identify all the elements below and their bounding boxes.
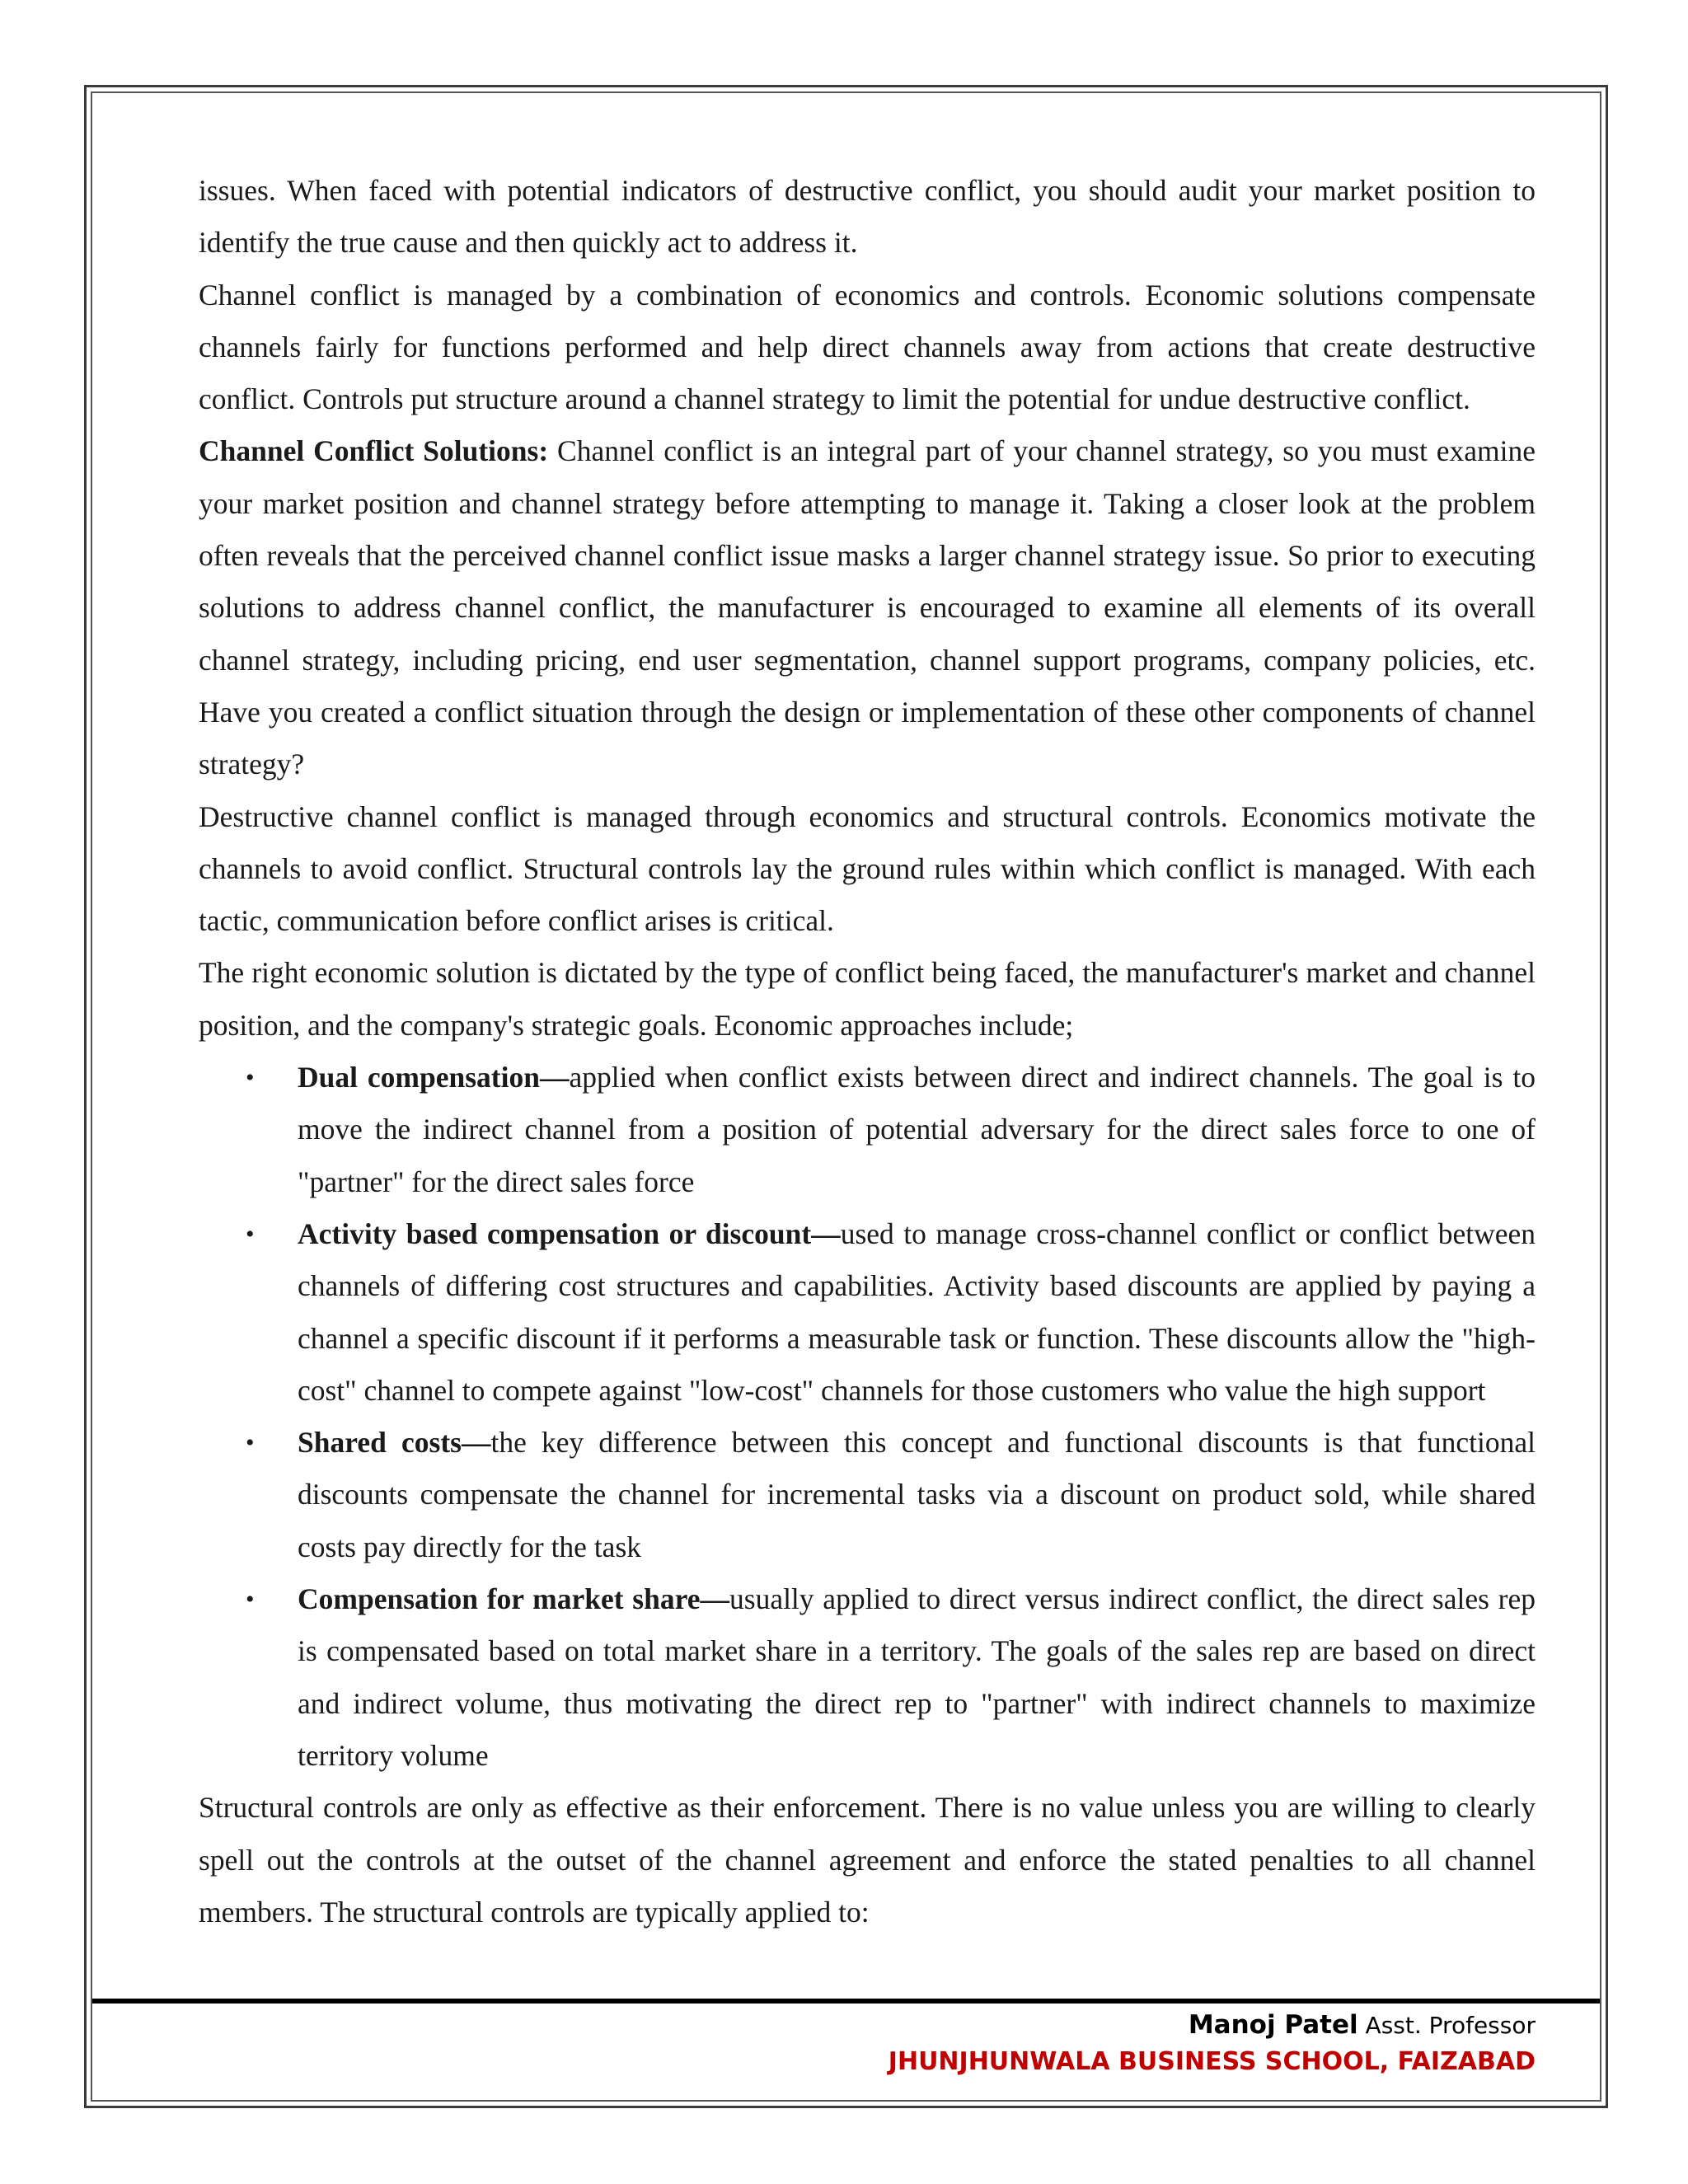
bullet-icon: •: [246, 1064, 255, 1092]
paragraph-conflict-managed: Channel conflict is managed by a combination of economics and controls. Economic solutions compensate channels fairly for functions performed and help direct channels away from actions that create destructive conflict. Controls put structure around a channel strategy to limit the potential for undue destructive conflict.: [199, 278, 1536, 416]
bullet-icon: •: [246, 1586, 255, 1614]
economic-approaches-list: [199, 1052, 1536, 1782]
bullet-text: usually applied to direct versus indirect conflict, the direct sales rep is compensated based on total market share in a territory. The goals of the sales rep are based on direct and indirect volume, thus motivating the direct rep to "partner" with indirect channels to maximize territory volume: [298, 1582, 1536, 1772]
author-title: Asst. Professor: [1357, 2012, 1536, 2039]
author-line: [889, 2007, 1536, 2044]
page-footer: [889, 2007, 1536, 2080]
list-item-shared-costs: [199, 1417, 1536, 1573]
bullet-term: Compensation for market share—: [298, 1582, 729, 1616]
bullet-term: Dual compensation—: [298, 1061, 570, 1094]
author-name: Manoj Patel: [1188, 2010, 1358, 2040]
bullet-text: the key difference between this concept and functional discounts is that functional discounts compensate the channel for incremental tasks via a discount on product sold, while shared costs pay directly for the task: [298, 1426, 1536, 1563]
paragraph-economic-solution: The right economic solution is dictated by the type of conflict being faced, the manufacturer's market and channel position, and the company's strategic goals. Economic approaches include;: [199, 956, 1536, 1042]
school-name: JHUNJHUNWALA BUSINESS SCHOOL, FAIZABAD: [888, 2047, 1536, 2076]
bullet-text: used to manage cross-channel conflict or conflict between channels of differing cost structures and capabilities. Activity based discounts are applied by paying a channel a specific discount if it performs a measurable task or function. These discounts allow the "high-cost" channel to compete against "low-cost" channels for those customers who value the high support: [298, 1216, 1536, 1407]
paragraph-structural-controls: Structural controls are only as effective as their enforcement. There is no value unless you are willing to clearly spell out the controls at the outset of the channel agreement and enforce the stated penalties to all channel members. The structural controls are typically applied to:: [199, 1791, 1536, 1929]
paragraph-audit: issues. When faced with potential indicators of destructive conflict, you should audit your market position to identify the true cause and then quickly act to address it.: [199, 174, 1536, 260]
list-item-activity-based: [199, 1208, 1536, 1417]
bullet-term: Activity based compensation or discount—: [298, 1216, 841, 1250]
footer-divider: [92, 1999, 1600, 2004]
bullet-text: applied when conflict exists between direct and indirect channels. The goal is to move the indirect channel from a position of potential adversary for the direct sales force to one of "partner" for the direct sales force: [298, 1061, 1536, 1198]
solutions-heading: Channel Conflict Solutions:: [199, 434, 549, 468]
bullet-term: Shared costs—: [298, 1426, 491, 1460]
paragraph-destructive-conflict: Destructive channel conflict is managed through economics and structural controls. Economics motivate the channels to avoid conflict. Structural controls lay the ground rules within which conflict is managed. With each tactic, communication before conflict arises is critical.: [199, 799, 1536, 938]
document-body: [199, 165, 1536, 1938]
bullet-icon: •: [246, 1429, 255, 1457]
solutions-body: Channel conflict is an integral part of your channel strategy, so you must examine your market position and channel strategy before attempting to manage it. Taking a closer look at the problem often reveals that the perceived channel conflict issue masks a larger channel strategy issue. So prior to executing solutions to address channel conflict, the manufacturer is encouraged to examine all elements of its overall channel strategy, including pricing, end user segmentation, channel support programs, company policies, etc. Have you created a conflict situation through the design or implementation of these other components of channel strategy?: [199, 434, 1536, 781]
list-item-market-share: [199, 1573, 1536, 1782]
bullet-icon: •: [246, 1220, 255, 1248]
paragraph-solutions: [199, 425, 1536, 790]
list-item-dual-compensation: [199, 1052, 1536, 1208]
